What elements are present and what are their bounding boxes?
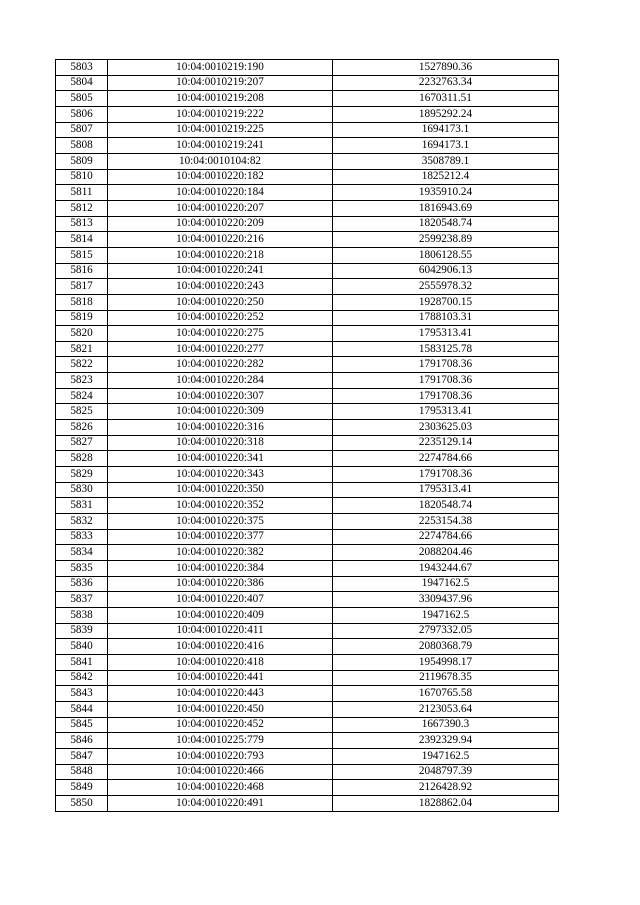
- cadastral-number-cell: 10:04:0010219:190: [108, 60, 333, 76]
- value-cell: 1820548.74: [333, 498, 559, 514]
- value-cell: 1947162.5: [333, 607, 559, 623]
- table-row: [56, 357, 559, 373]
- row-number-cell: 5847: [56, 748, 108, 764]
- row-number-cell: 5850: [56, 795, 108, 811]
- value-cell: 2392329.94: [333, 733, 559, 749]
- table-row: [56, 670, 559, 686]
- value-cell: 1670311.51: [333, 91, 559, 107]
- cadastral-number-cell: 10:04:0010220:375: [108, 514, 333, 530]
- row-number-cell: 5841: [56, 654, 108, 670]
- cadastral-number-cell: 10:04:0010220:407: [108, 592, 333, 608]
- row-number-cell: 5848: [56, 764, 108, 780]
- table-row: [56, 341, 559, 357]
- row-number-cell: 5830: [56, 482, 108, 498]
- table-row: [56, 185, 559, 201]
- table-row: [56, 467, 559, 483]
- table-row: [56, 607, 559, 623]
- value-cell: 3309437.96: [333, 592, 559, 608]
- cadastral-number-cell: 10:04:0010219:225: [108, 122, 333, 138]
- cadastral-number-cell: 10:04:0010220:452: [108, 717, 333, 733]
- table-row: [56, 420, 559, 436]
- table-row: [56, 451, 559, 467]
- row-number-cell: 5809: [56, 153, 108, 169]
- table-row: [56, 279, 559, 295]
- cadastral-number-cell: 10:04:0010220:386: [108, 576, 333, 592]
- table-row: [56, 545, 559, 561]
- cadastral-number-cell: 10:04:0010220:384: [108, 561, 333, 577]
- cadastral-number-cell: 10:04:0010220:277: [108, 341, 333, 357]
- table-row: [56, 780, 559, 796]
- row-number-cell: 5835: [56, 561, 108, 577]
- cadastral-number-cell: 10:04:0010220:343: [108, 467, 333, 483]
- table-row: [56, 733, 559, 749]
- table-row: [56, 717, 559, 733]
- cadastral-number-cell: 10:04:0010220:341: [108, 451, 333, 467]
- cadastral-number-cell: 10:04:0010220:218: [108, 247, 333, 263]
- value-cell: 2274784.66: [333, 529, 559, 545]
- row-number-cell: 5824: [56, 388, 108, 404]
- value-cell: 2088204.46: [333, 545, 559, 561]
- value-cell: 2080368.79: [333, 639, 559, 655]
- table-row: [56, 514, 559, 530]
- value-cell: 1583125.78: [333, 341, 559, 357]
- row-number-cell: 5816: [56, 263, 108, 279]
- value-cell: 1791708.36: [333, 388, 559, 404]
- value-cell: 1795313.41: [333, 326, 559, 342]
- row-number-cell: 5812: [56, 200, 108, 216]
- row-number-cell: 5834: [56, 545, 108, 561]
- value-cell: 2048797.39: [333, 764, 559, 780]
- table-row: [56, 91, 559, 107]
- row-number-cell: 5840: [56, 639, 108, 655]
- table-row: [56, 75, 559, 91]
- row-number-cell: 5831: [56, 498, 108, 514]
- value-cell: 2253154.38: [333, 514, 559, 530]
- cadastral-number-cell: 10:04:0010104:82: [108, 153, 333, 169]
- cadastral-number-cell: 10:04:0010220:491: [108, 795, 333, 811]
- cadastral-number-cell: 10:04:0010220:209: [108, 216, 333, 232]
- table-row: [56, 373, 559, 389]
- table-row: [56, 482, 559, 498]
- value-cell: 2797332.05: [333, 623, 559, 639]
- table-row: [56, 561, 559, 577]
- value-cell: 2232763.34: [333, 75, 559, 91]
- table-row: [56, 498, 559, 514]
- table-row: [56, 592, 559, 608]
- cadastral-number-cell: 10:04:0010220:468: [108, 780, 333, 796]
- data-table: [55, 59, 559, 812]
- table-row: [56, 247, 559, 263]
- value-cell: 1816943.69: [333, 200, 559, 216]
- row-number-cell: 5810: [56, 169, 108, 185]
- table-row: [56, 106, 559, 122]
- value-cell: 1928700.15: [333, 294, 559, 310]
- row-number-cell: 5821: [56, 341, 108, 357]
- cadastral-number-cell: 10:04:0010220:207: [108, 200, 333, 216]
- row-number-cell: 5808: [56, 138, 108, 154]
- value-cell: 2235129.14: [333, 435, 559, 451]
- table-row: [56, 310, 559, 326]
- table-row: [56, 686, 559, 702]
- cadastral-number-cell: 10:04:0010220:182: [108, 169, 333, 185]
- table-row: [56, 200, 559, 216]
- table-row: [56, 404, 559, 420]
- cadastral-number-cell: 10:04:0010220:409: [108, 607, 333, 623]
- row-number-cell: 5827: [56, 435, 108, 451]
- value-cell: 2126428.92: [333, 780, 559, 796]
- row-number-cell: 5822: [56, 357, 108, 373]
- value-cell: 1947162.5: [333, 576, 559, 592]
- cadastral-number-cell: 10:04:0010219:241: [108, 138, 333, 154]
- value-cell: 1806128.55: [333, 247, 559, 263]
- cadastral-number-cell: 10:04:0010220:382: [108, 545, 333, 561]
- table-row: [56, 122, 559, 138]
- table-row: [56, 60, 559, 76]
- cadastral-number-cell: 10:04:0010220:250: [108, 294, 333, 310]
- value-cell: 2303625.03: [333, 420, 559, 436]
- row-number-cell: 5820: [56, 326, 108, 342]
- row-number-cell: 5842: [56, 670, 108, 686]
- table-row: [56, 388, 559, 404]
- cadastral-number-cell: 10:04:0010220:450: [108, 701, 333, 717]
- table-row: [56, 748, 559, 764]
- table-row: [56, 153, 559, 169]
- cadastral-number-cell: 10:04:0010220:216: [108, 232, 333, 248]
- row-number-cell: 5828: [56, 451, 108, 467]
- row-number-cell: 5837: [56, 592, 108, 608]
- value-cell: 1791708.36: [333, 373, 559, 389]
- cadastral-number-cell: 10:04:0010220:418: [108, 654, 333, 670]
- row-number-cell: 5836: [56, 576, 108, 592]
- table-row: [56, 326, 559, 342]
- row-number-cell: 5806: [56, 106, 108, 122]
- value-cell: 1828862.04: [333, 795, 559, 811]
- value-cell: 1943244.67: [333, 561, 559, 577]
- row-number-cell: 5825: [56, 404, 108, 420]
- row-number-cell: 5829: [56, 467, 108, 483]
- cadastral-number-cell: 10:04:0010220:307: [108, 388, 333, 404]
- value-cell: 2599238.89: [333, 232, 559, 248]
- value-cell: 2274784.66: [333, 451, 559, 467]
- row-number-cell: 5832: [56, 514, 108, 530]
- value-cell: 6042906.13: [333, 263, 559, 279]
- cadastral-number-cell: 10:04:0010220:282: [108, 357, 333, 373]
- value-cell: 1825212.4: [333, 169, 559, 185]
- row-number-cell: 5839: [56, 623, 108, 639]
- table-row: [56, 623, 559, 639]
- table-row: [56, 576, 559, 592]
- value-cell: 1694173.1: [333, 122, 559, 138]
- value-cell: 2123053.64: [333, 701, 559, 717]
- cadastral-number-cell: 10:04:0010220:252: [108, 310, 333, 326]
- row-number-cell: 5843: [56, 686, 108, 702]
- cadastral-number-cell: 10:04:0010220:241: [108, 263, 333, 279]
- cadastral-number-cell: 10:04:0010220:352: [108, 498, 333, 514]
- table-row: [56, 138, 559, 154]
- table-row: [56, 654, 559, 670]
- row-number-cell: 5819: [56, 310, 108, 326]
- cadastral-number-cell: 10:04:0010220:243: [108, 279, 333, 295]
- value-cell: 1527890.36: [333, 60, 559, 76]
- table-row: [56, 764, 559, 780]
- cadastral-number-cell: 10:04:0010220:411: [108, 623, 333, 639]
- row-number-cell: 5818: [56, 294, 108, 310]
- value-cell: 3508789.1: [333, 153, 559, 169]
- value-cell: 1791708.36: [333, 467, 559, 483]
- table-row: [56, 795, 559, 811]
- value-cell: 1795313.41: [333, 482, 559, 498]
- value-cell: 1820548.74: [333, 216, 559, 232]
- table-row: [56, 232, 559, 248]
- value-cell: 1694173.1: [333, 138, 559, 154]
- row-number-cell: 5815: [56, 247, 108, 263]
- value-cell: 1667390.3: [333, 717, 559, 733]
- table-row: [56, 701, 559, 717]
- row-number-cell: 5814: [56, 232, 108, 248]
- table-row: [56, 529, 559, 545]
- cadastral-number-cell: 10:04:0010220:377: [108, 529, 333, 545]
- value-cell: 1895292.24: [333, 106, 559, 122]
- table-row: [56, 294, 559, 310]
- table-row: [56, 169, 559, 185]
- row-number-cell: 5813: [56, 216, 108, 232]
- cadastral-number-cell: 10:04:0010220:443: [108, 686, 333, 702]
- cadastral-number-cell: 10:04:0010220:316: [108, 420, 333, 436]
- table-row: [56, 263, 559, 279]
- cadastral-number-cell: 10:04:0010220:318: [108, 435, 333, 451]
- row-number-cell: 5811: [56, 185, 108, 201]
- cadastral-number-cell: 10:04:0010225:779: [108, 733, 333, 749]
- cadastral-number-cell: 10:04:0010220:350: [108, 482, 333, 498]
- row-number-cell: 5803: [56, 60, 108, 76]
- cadastral-number-cell: 10:04:0010220:275: [108, 326, 333, 342]
- row-number-cell: 5805: [56, 91, 108, 107]
- table-row: [56, 435, 559, 451]
- row-number-cell: 5807: [56, 122, 108, 138]
- value-cell: 1947162.5: [333, 748, 559, 764]
- row-number-cell: 5804: [56, 75, 108, 91]
- cadastral-number-cell: 10:04:0010220:284: [108, 373, 333, 389]
- row-number-cell: 5849: [56, 780, 108, 796]
- table-row: [56, 639, 559, 655]
- value-cell: 2119678.35: [333, 670, 559, 686]
- cadastral-number-cell: 10:04:0010220:184: [108, 185, 333, 201]
- table-body: [56, 60, 559, 812]
- cadastral-number-cell: 10:04:0010219:207: [108, 75, 333, 91]
- row-number-cell: 5838: [56, 607, 108, 623]
- row-number-cell: 5846: [56, 733, 108, 749]
- value-cell: 1791708.36: [333, 357, 559, 373]
- cadastral-number-cell: 10:04:0010220:441: [108, 670, 333, 686]
- value-cell: 1788103.31: [333, 310, 559, 326]
- cadastral-number-cell: 10:04:0010219:222: [108, 106, 333, 122]
- row-number-cell: 5833: [56, 529, 108, 545]
- cadastral-number-cell: 10:04:0010220:416: [108, 639, 333, 655]
- row-number-cell: 5826: [56, 420, 108, 436]
- row-number-cell: 5844: [56, 701, 108, 717]
- row-number-cell: 5823: [56, 373, 108, 389]
- value-cell: 2555978.32: [333, 279, 559, 295]
- row-number-cell: 5817: [56, 279, 108, 295]
- cadastral-number-cell: 10:04:0010219:208: [108, 91, 333, 107]
- value-cell: 1670765.58: [333, 686, 559, 702]
- row-number-cell: 5845: [56, 717, 108, 733]
- table-row: [56, 216, 559, 232]
- value-cell: 1795313.41: [333, 404, 559, 420]
- value-cell: 1954998.17: [333, 654, 559, 670]
- cadastral-number-cell: 10:04:0010220:309: [108, 404, 333, 420]
- cadastral-number-cell: 10:04:0010220:466: [108, 764, 333, 780]
- cadastral-number-cell: 10:04:0010220:793: [108, 748, 333, 764]
- value-cell: 1935910.24: [333, 185, 559, 201]
